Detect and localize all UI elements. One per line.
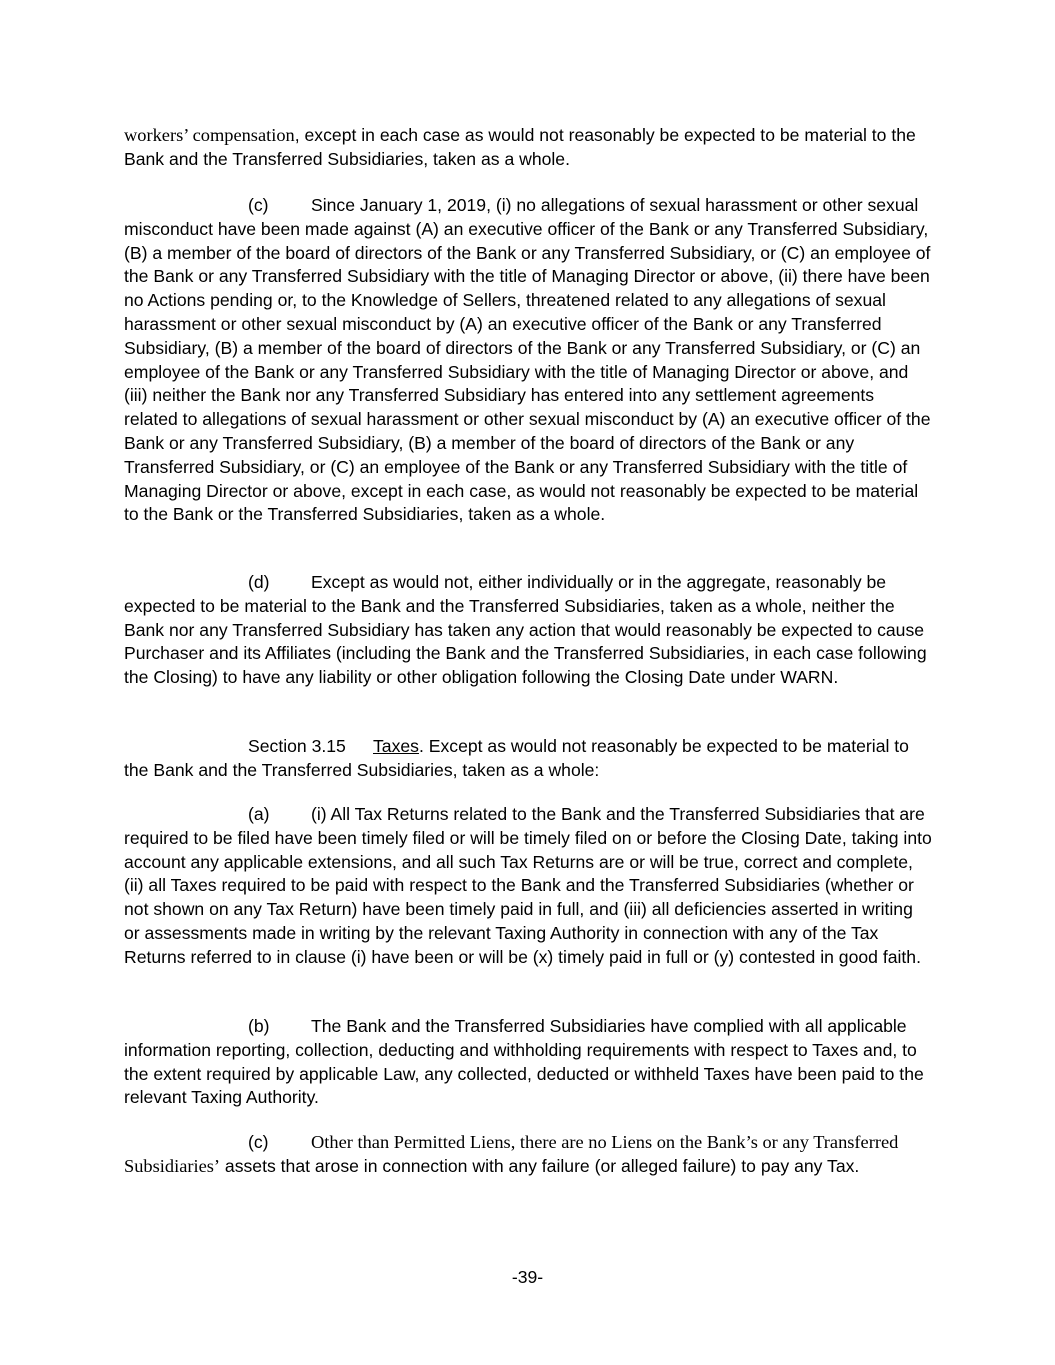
tax-b-label: (b) [248, 1016, 270, 1036]
paragraph-c-label: (c) [248, 195, 269, 215]
continuation-text: , except in each case as would not reasonably be expected to be material to the Bank and the Transferred Subsidiaries, taken as a whole. [124, 125, 916, 169]
tax-c-serif-text: Other than Permitted Liens, there are no Liens on the Bank’s or any Transferred Subsidiaries’ [124, 1132, 899, 1176]
continuation-paragraph [124, 124, 932, 172]
section-intro-text: . Except as would not reasonably be expected to be material to the Bank and the Transferred Subsidiaries, taken as a whole: [124, 736, 909, 780]
paragraph-d-label: (d) [248, 572, 270, 592]
tax-b-text: The Bank and the Transferred Subsidiaries have complied with all applicable information reporting, collection, deducting and withholding requirements with respect to Taxes and, to the extent required by applicable Law, any collected, deducted or withheld Taxes have been paid to the relevant Taxing Authority. [124, 1016, 924, 1108]
page-number: -39- [511, 1267, 544, 1287]
paragraph-c-sexual-misconduct [124, 194, 932, 527]
section-title: Taxes [373, 736, 419, 756]
tax-a-label: (a) [248, 804, 270, 824]
section-number: Section 3.15 [248, 736, 346, 756]
tax-paragraph-a [124, 803, 932, 970]
tax-paragraph-b [124, 1015, 932, 1110]
paragraph-d-text: Except as would not, either individually or in the aggregate, reasonably be expected to be material to the Bank and the Transferred Subsidiaries, taken as a whole, neither the Bank nor any Transferred Subsidiary has taken any action that would reasonably be expected to cause Purchaser and its Affiliates (including the Bank and the Transferred Subsidiaries, in each case following the Closing) to have any liability or other obligation following the Closing Date under WARN. [124, 572, 927, 688]
tax-c-label: (c) [248, 1132, 269, 1152]
section-3-15-heading [124, 735, 932, 783]
paragraph-d-warn [124, 571, 932, 690]
tax-a-text: (i) All Tax Returns related to the Bank and the Transferred Subsidiaries that are required to be filed have been timely filed or will be timely filed on or before the Closing Date, taking into account any applicable extensions, and all such Tax Returns are or will be true, correct and complete, (ii) all Taxes required to be paid with respect to the Bank and the Transferred Subsidiaries (whether or not shown on any Tax Return) have been timely paid in full, and (iii) all deficiencies asserted in writing or assessments made in writing by the relevant Taxing Authority in connection with any of the Tax Returns referred to in clause (i) have been or will be (x) timely paid in full or (y) contested in good faith. [124, 804, 932, 967]
continuation-serif-lead: workers’ compensation [124, 125, 295, 145]
paragraph-c-text: Since January 1, 2019, (i) no allegations of sexual harassment or other sexual misconduct have been made against (A) an executive officer of the Bank or any Transferred Subsidiary, (B) a member of the board of directors of the Bank or any Transferred Subsidiary, or (C) an employee of the Bank or any Transferred Subsidiary with the title of Managing Director or above, (ii) there have been no Actions pending or, to the Knowledge of Sellers, threatened related to any allegations of sexual harassment or other sexual misconduct by (A) an executive officer of the Bank or any Transferred Subsidiary, (B) a member of the board of directors of the Bank or any Transferred Subsidiary, or (C) an employee of the Bank or any Transferred Subsidiary with the title of Managing Director or above, and (iii) neither the Bank nor any Transferred Subsidiary has entered into any settlement agreements related to allegations of sexual harassment or other sexual misconduct by (A) an executive officer of the Bank or any Transferred Subsidiary, (B) a member of the board of directors of the Bank or any Transferred Subsidiary, or (C) an employee of the Bank or any Transferred Subsidiary with the title of Managing Director or above, except in each case, as would not reasonably be expected to be material to the Bank or the Transferred Subsidiaries, taken as a whole. [124, 195, 931, 525]
tax-paragraph-c [124, 1131, 932, 1179]
tax-c-text: assets that arose in connection with any failure (or alleged failure) to pay any Tax. [220, 1155, 860, 1176]
